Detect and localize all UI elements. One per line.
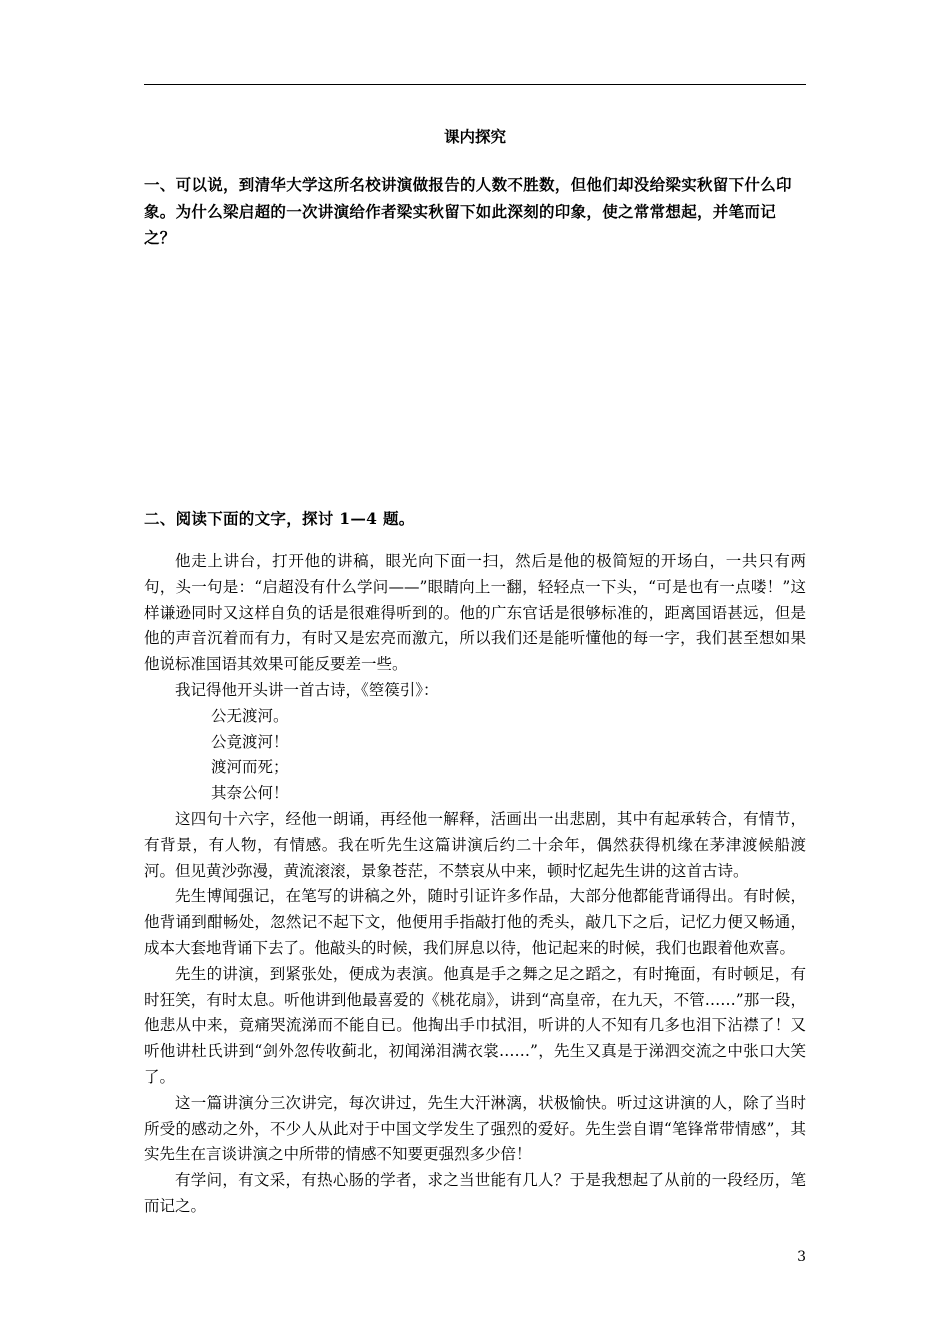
poem-line-1: 公无渡河。 [211,706,289,725]
reading-passage [144,549,806,1220]
passage-paragraph-5: 先生的讲演，到紧张处，便成为表演。他真是手之舞之足之蹈之，有时掩面，有时顿足，有时狂笑，有时太息。听他讲到他最喜爱的《桃花扇》，讲到“高皇帝，在九天，不管……”那一段，他悲从中来，竟痛哭流涕而不能自已。他掏出手巾拭泪，听讲的人不知有几多也泪下沾襟了！又听他讲杜氏讲到“剑外忽传收蓟北，初闻涕泪满衣裳……”，先生又真是于涕泗交流之中张口大笑了。 [144,964,806,1086]
passage-paragraph-2: 我记得他开头讲一首古诗，《箜篌引》： [175,680,439,699]
page-number: 3 [797,1249,806,1265]
poem-line-4: 其奈公何！ [211,784,289,803]
passage-paragraph-3: 这四句十六字，经他一朗诵，再经他一解释，活画出一出悲剧，其中有起承转合，有情节，有背景，有人物，有情感。我在听先生这篇讲演后约二十余年，偶然获得机缘在茅津渡候船渡河。但见黄沙弥漫，黄流滚滚，景象苍茫，不禁哀从中来，顿时忆起先生讲的这首古诗。 [144,809,806,880]
section-title: 课内探究 [443,127,506,146]
question-1: 一、可以说，到清华大学这所名校讲演做报告的人数不胜数，但他们却没给梁实秋留下什么印象。为什么梁启超的一次讲演给作者梁实秋留下如此深刻的印象，使之常常想起，并笔而记之？ [144,175,792,247]
passage-paragraph-6: 这一篇讲演分三次讲完，每次讲过，先生大汗淋漓，状极愉快。听过这讲演的人，除了当时所受的感动之外，不少人从此对于中国文学发生了强烈的爱好。先生尝自谓“笔锋常带情感”，其实先生在言谈讲演之中所带的情感不知要更强烈多少倍！ [144,1093,806,1164]
passage-paragraph-1: 他走上讲台，打开他的讲稿，眼光向下面一扫，然后是他的极简短的开场白，一共只有两句，头一句是：“启超没有什么学问——”眼睛向上一翻，轻轻点一下头，“可是也有一点喽！”这样谦逊同时又这样自负的话是很难得听到的。他的广东官话是很够标准的，距离国语甚远，但是他的声音沉着而有力，有时又是宏亮而激亢，所以我们还是能听懂他的每一字，我们甚至想如果他说标准国语其效果可能反要差一些。 [144,552,806,674]
passage-paragraph-7: 有学问，有文采，有热心肠的学者，求之当世能有几人？于是我想起了从前的一段经历，笔而记之。 [144,1171,806,1215]
question-2: 二、阅读下面的文字，探讨 1—4 题。 [144,509,415,528]
passage-paragraph-4: 先生博闻强记，在笔写的讲稿之外，随时引证许多作品，大部分他都能背诵得出。有时候，他背诵到酣畅处，忽然记不起下文，他便用手指敲打他的秃头，敲几下之后，记忆力便又畅通，成本大套地背诵下去了。他敲头的时候，我们屏息以待，他记起来的时候，我们也跟着他欢喜。 [144,887,806,957]
poem-line-2: 公竟渡河！ [211,732,289,751]
header-rule [144,84,806,85]
poem-line-3: 渡河而死； [211,758,289,777]
